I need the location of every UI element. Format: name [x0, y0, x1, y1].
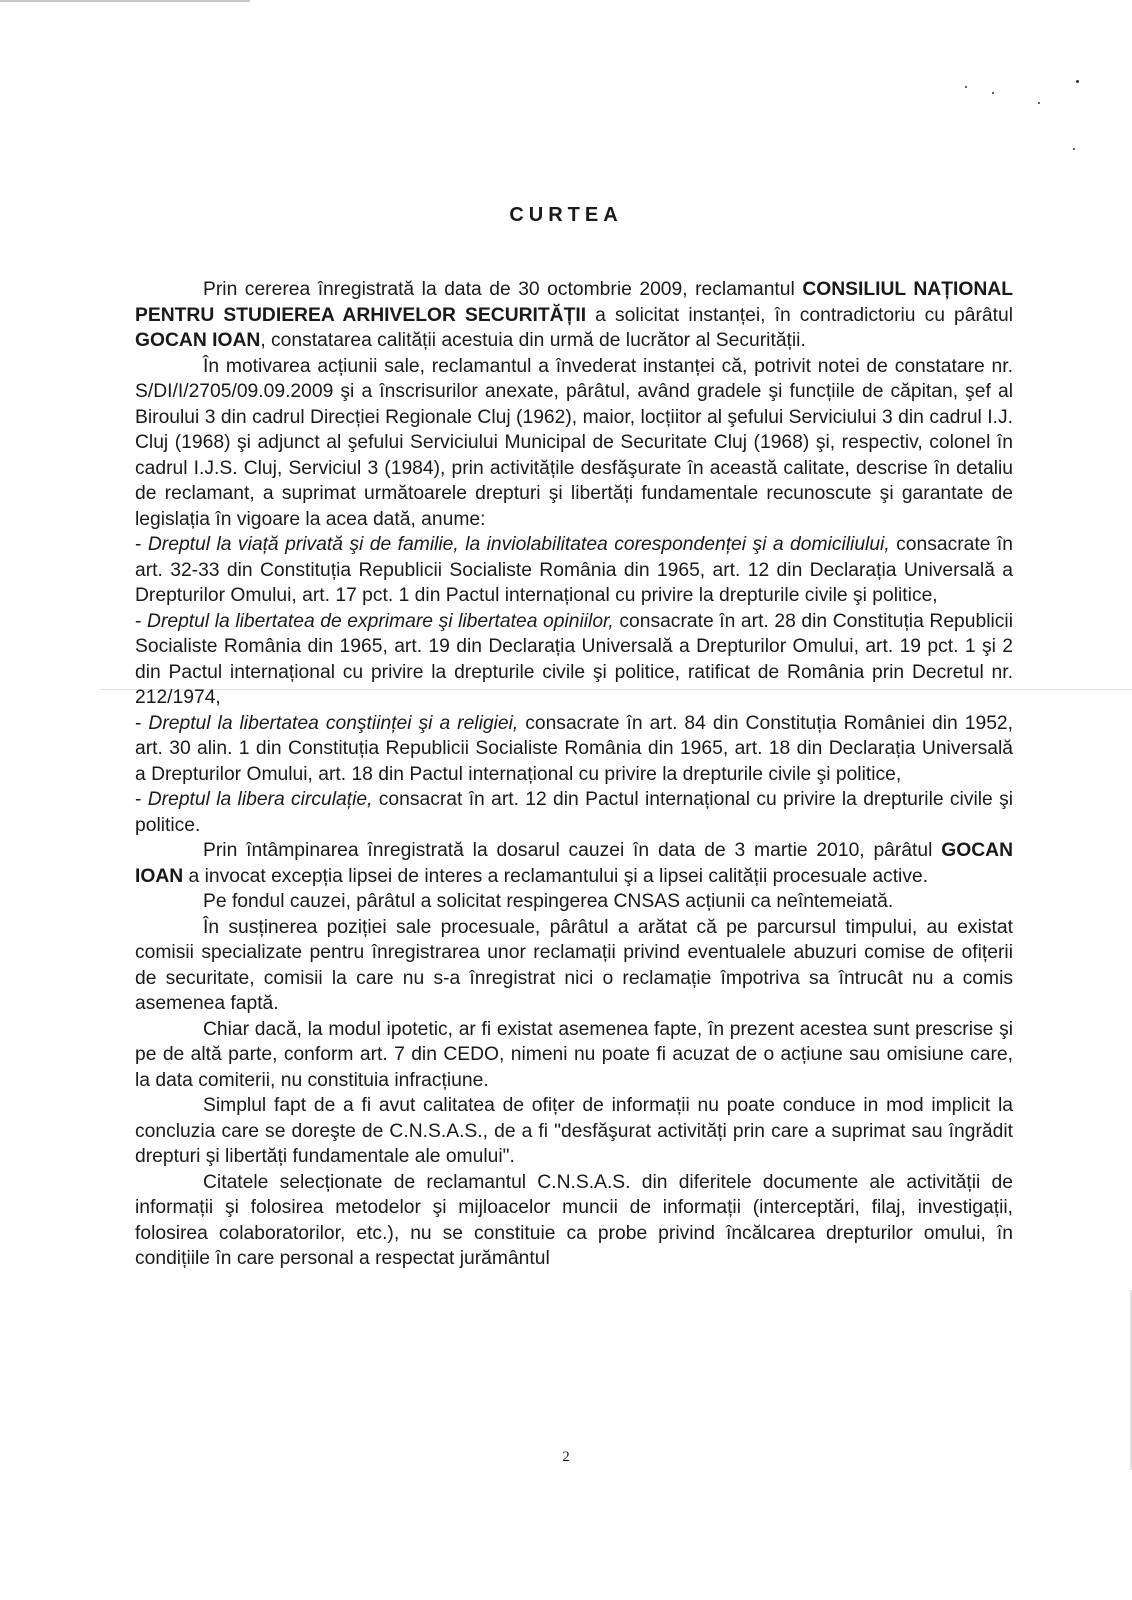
- scan-edge-line: [0, 0, 250, 2]
- document-body: [135, 277, 1013, 1272]
- dash: -: [135, 712, 149, 734]
- paragraph-motivation: În motivarea acțiunii sale, reclamantul a învederat instanței că, potrivit notei de constatare nr. S/DI/I/2705/09.09.2009 şi a înscrisurilor anexate, pârâtul, având gradele şi funcțiile de căpitan, şef al Biroului 3 din cadrul Direcției Regionale Cluj (1962), maior, locțiitor al şefului Serviciului 3 din cadrul I.J. Cluj (1968) şi adjunct al şefului Serviciului Municipal de Securitate Cluj (1968) şi, respectiv, colonel în cadrul I.J.S. Cluj, Serviciul 3 (1984), prin activitățile desfăşurate în această calitate, descrise în detaliu de reclamant, a suprimat următoarele drepturi şi libertăți fundamentale recunoscute şi garantate de legislația în vigoare la acea dată, anume:: [135, 355, 1013, 530]
- text-run: Prin cererea înregistrată la data de 30 octombrie 2009, reclamantul: [203, 279, 803, 300]
- paragraph-citations: Citatele selecționate de reclamantul C.N.S.A.S. din diferitele documente ale activității de informații şi folosirea metodelor şi mijloacelor muncii de informații (interceptări, filaj, investigații, folosirea colaboratorilor, etc.), nu se constituie ca probe privind încălcarea drepturilor omului, în condițiile în care personal a respectat jurământul: [135, 1171, 1013, 1269]
- right-title: Dreptul la viață privată şi de familie, la inviolabilitatea corespondenței şi a domiciliului,: [147, 534, 890, 555]
- text-run: consacrate în art. 28 din Constituția Republicii Socialiste România din 1965, art. 19 din Declarația Universală a Drepturilor Omului, art. 19 pct. 1 şi 2 din Pactul internațional cu privire la drepturile civile şi politice, ratificat de România prin Decretul nr. 212/1974,: [135, 610, 1013, 708]
- right-item-private-life: [135, 532, 1013, 609]
- dash: -: [135, 610, 148, 632]
- right-item-conscience: [135, 711, 1013, 788]
- defendant-name: GOCAN IOAN: [135, 330, 261, 351]
- paragraph-response: [135, 838, 1013, 889]
- text-run: , constatarea calității acestuia din urmă de lucrător al Securității.: [260, 330, 806, 351]
- right-title: Dreptul la libertatea de exprimare şi libertatea opiniilor,: [147, 610, 614, 632]
- text-run: consacrate în art. 84 din Constituția României din 1952, art. 30 alin. 1 din Constituția Republicii Socialiste România din 1965, art. 18 din Declarația Universală a Drepturilor Omului, art. 18 din Pactul internațional cu privire la drepturile civile şi politice,: [135, 712, 1014, 785]
- text-run: a invocat excepția lipsei de interes a reclamantului şi a lipsei calității procesuale active.: [183, 865, 929, 887]
- paragraph-position: În susținerea poziției sale procesuale, pârâtul a arătat că pe parcursul timpului, au existat comisii specializate pentru înregistrarea unor reclamații privind eventualele abuzuri comise de ofițerii de securitate, comisii la care nu s-a înregistrat nici o reclamație împotriva sa întrucât nu a comis asemenea faptă.: [135, 916, 1013, 1014]
- paragraph-hypothetical: Chiar dacă, la modul ipotetic, ar fi existat asemenea fapte, în prezent acestea sunt prescrise şi pe de altă parte, conform art. 7 din CEDO, nimeni nu poate fi acuzat de o acțiune sau omisiune care, la data comiterii, nu constituia infracțiune.: [135, 1018, 1013, 1091]
- right-title: Dreptul la libera circulație,: [147, 789, 373, 810]
- dash: -: [135, 534, 148, 555]
- document-title: CURTEA: [509, 204, 623, 226]
- text-run: consacrate în art. 32-33 din Constituția Republicii Socialiste România din 1965, art. 12 din Declarația Universală a Drepturilor Omului, art. 17 pct. 1 din Pactul internațional cu privire la drepturile civile şi politice,: [135, 534, 1013, 606]
- page-number: 2: [562, 1449, 570, 1465]
- claimant-name: CONSILIUL NAȚIONAL PENTRU STUDIEREA ARHIVELOR SECURITĂȚII: [135, 279, 1013, 326]
- paragraph-claim: [135, 277, 1013, 354]
- scan-speck: [1076, 80, 1079, 83]
- dash: -: [135, 789, 148, 810]
- scan-speck: [965, 86, 967, 88]
- right-title: Dreptul la libertatea conştiinței şi a religiei,: [148, 712, 519, 734]
- text-run: a solicitat instanței, în contradictoriu cu pârâtul: [586, 304, 1013, 326]
- text-run: Prin întâmpinarea înregistrată la dosarul cauzei în data de 3 martie 2010, pârâtul: [203, 840, 942, 861]
- right-item-expression: [135, 609, 1013, 711]
- scan-speck: [1038, 102, 1040, 104]
- scan-speck: [992, 92, 994, 94]
- defendant-name: GOCAN IOAN: [135, 840, 1013, 887]
- paragraph-merits: Pe fondul cauzei, pârâtul a solicitat respingerea CNSAS acțiunii ca neîntemeiată.: [203, 891, 894, 912]
- text-run: consacrat în art. 12 din Pactul internațional cu privire la drepturile civile şi politice.: [135, 789, 1013, 836]
- scan-speck: [1073, 148, 1075, 150]
- paragraph-officer-status: Simplul fapt de a fi avut calitatea de ofițer de informații nu poate conduce in mod implicit la concluzia care se doreşte de C.N.S.A.S., de a fi "desfăşurat activități prin care a suprimat sau îngrădit drepturi şi libertăți fundamentale ale omului".: [135, 1095, 1013, 1167]
- right-item-circulation: [135, 787, 1013, 838]
